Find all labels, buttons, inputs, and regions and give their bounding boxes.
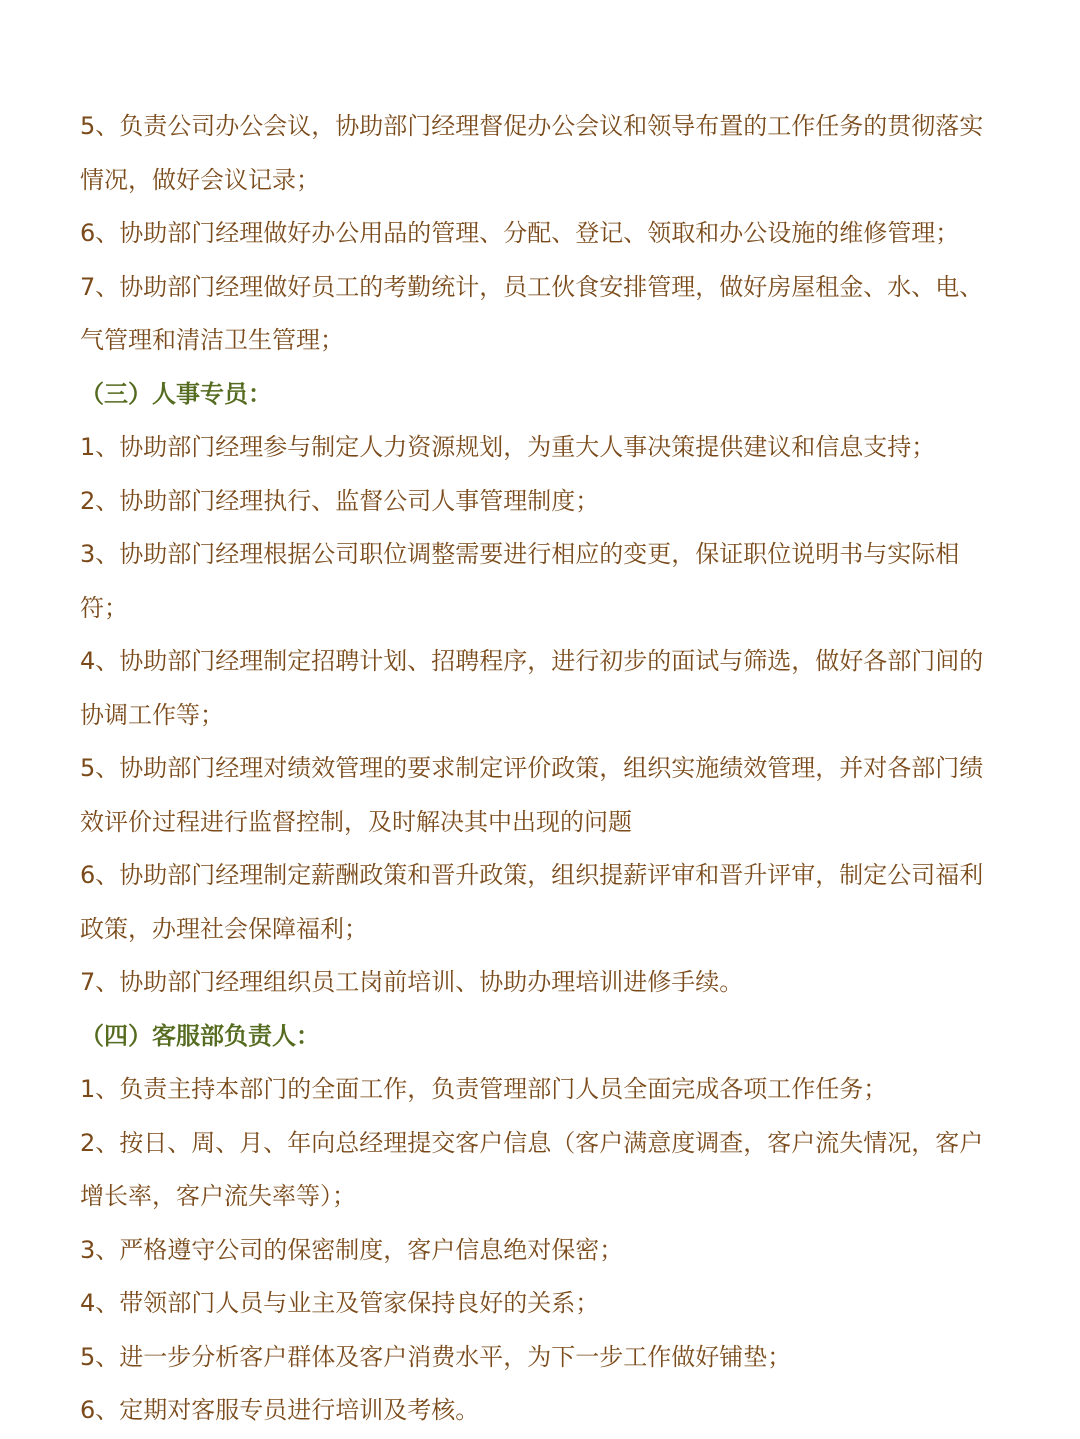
cs-duty-5: 5、进一步分析客户群体及客户消费水平，为下一步工作做好铺垫； xyxy=(80,1342,792,1371)
office-duty-6: 6、协助部门经理做好办公用品的管理、分配、登记、领取和办公设施的维修管理； xyxy=(80,219,960,247)
cs-duty-3: 3、严格遵守公司的保密制度，客户信息绝对保密； xyxy=(80,1235,624,1264)
cs-duty-4: 4、带领部门人员与业主及管家保持良好的关系； xyxy=(80,1289,600,1317)
office-duty-5: 5、负责公司办公会议，协助部门经理督促办公会议和领导布置的工作任务的贯彻落实情况，做好会议记录； xyxy=(80,112,984,194)
hr-duty-5: 5、协助部门经理对绩效管理的要求制定评价政策，组织实施绩效管理，并对各部门绩效评价过程进行监督控制，及时解决其中出现的问题 xyxy=(80,754,984,836)
hr-duty-1: 1、协助部门经理参与制定人力资源规划，为重大人事决策提供建议和信息支持； xyxy=(80,433,936,461)
cs-duty-1: 1、负责主持本部门的全面工作，负责管理部门人员全面完成各项工作任务； xyxy=(80,1075,888,1103)
hr-duty-6: 6、协助部门经理制定薪酬政策和晋升政策，组织提薪评审和晋升评审，制定公司福利政策，办理社会保障福利； xyxy=(80,861,984,943)
cs-duty-2: 2、按日、周、月、年向总经理提交客户信息（客户满意度调查，客户流失情况，客户增长率，客户流失率等）； xyxy=(80,1128,984,1210)
hr-duty-7: 7、协助部门经理组织员工岗前培训、协助办理培训进修手续。 xyxy=(80,968,744,996)
cs-duty-6: 6、定期对客服专员进行培训及考核。 xyxy=(80,1396,480,1424)
section-heading-hr: （三）人事专员： xyxy=(80,379,272,408)
hr-duty-4: 4、协助部门经理制定招聘计划、招聘程序，进行初步的面试与筛选，做好各部门间的协调工作等； xyxy=(80,647,984,729)
hr-duty-2: 2、协助部门经理执行、监督公司人事管理制度； xyxy=(80,486,600,515)
hr-duty-3: 3、协助部门经理根据公司职位调整需要进行相应的变更，保证职位说明书与实际相符； xyxy=(80,540,960,622)
office-duty-7: 7、协助部门经理做好员工的考勤统计，员工伙食安排管理，做好房屋租金、水、电、气管理和清洁卫生管理； xyxy=(80,272,984,354)
document-body xyxy=(80,100,1005,1438)
section-heading-customer-service: （四）客服部负责人： xyxy=(80,1021,320,1050)
